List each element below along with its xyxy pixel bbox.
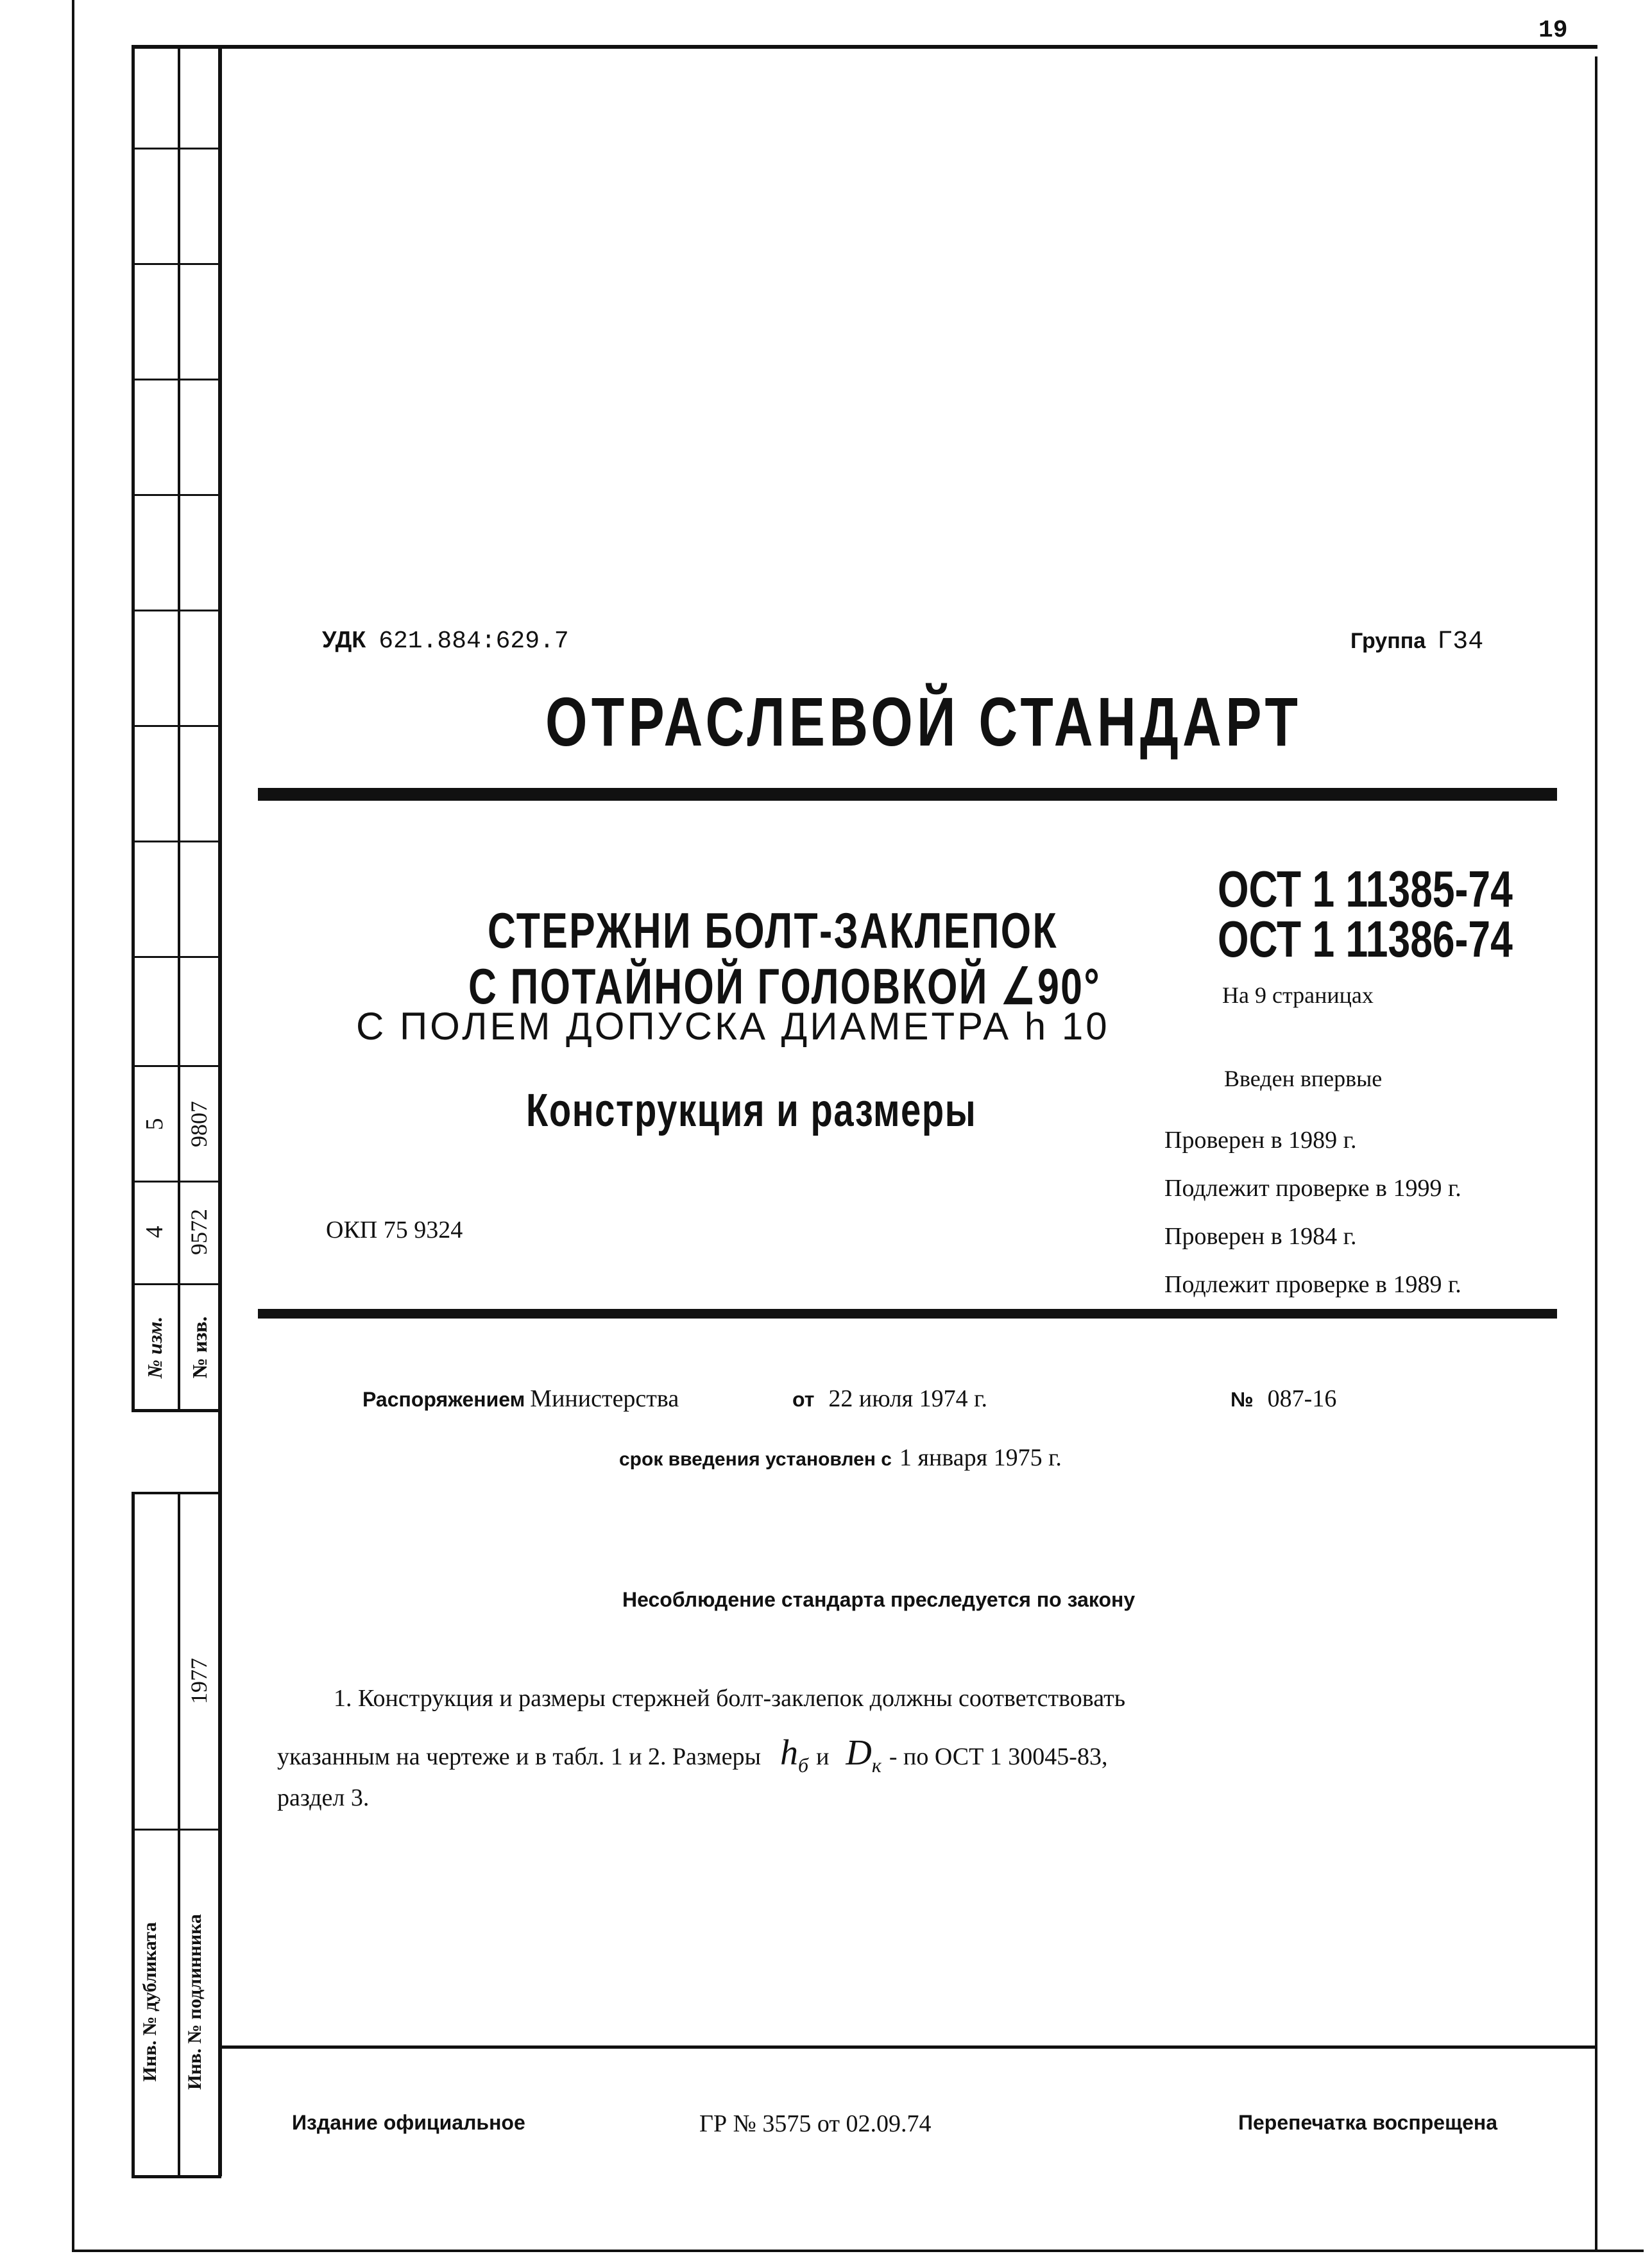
change-doc-9807: 9807 [186, 1101, 212, 1147]
duplicate-inventory-label: Инв. № дубликата [139, 1922, 160, 2082]
legal-warning: Несоблюдение стандарта преследуется по закону [622, 1588, 1136, 1611]
group-value: Г34 [1437, 628, 1484, 656]
notice-number-label: № изв. [188, 1316, 211, 1379]
introduced-note: Введен впервые [1224, 1066, 1383, 1091]
footer-registration: ГР № 3575 от 02.09.74 [699, 2110, 932, 2137]
thick-rule-bottom [258, 1309, 1557, 1319]
okp-code: ОКП 75 9324 [326, 1217, 463, 1243]
main-title: ОТРАСЛЕВОЙ СТАНДАРТ [545, 683, 1302, 760]
check-3: Проверен в 1984 г. [1164, 1223, 1357, 1250]
frame-bottom [218, 2045, 1597, 2049]
change-doc-9572: 9572 [186, 1209, 212, 1255]
title-line2: С ПОТАЙНОЙ ГОЛОВКОЙ ∠90° [468, 958, 1102, 1014]
order-number: 087-16 [1267, 1385, 1337, 1412]
symbol-dk [846, 1733, 881, 1777]
udk-label: УДК [322, 626, 366, 653]
footer-official-edition: Издание официальное [292, 2111, 525, 2134]
change-number-label: № изм. [143, 1316, 166, 1379]
group-label: Группа [1350, 629, 1426, 653]
check-1: Проверен в 1989 г. [1164, 1127, 1357, 1154]
standard-number-2: ОСТ 1 11386-74 [1218, 910, 1513, 968]
change-num-4: 4 [141, 1225, 168, 1238]
check-2: Подлежит проверке в 1999 г. [1164, 1175, 1461, 1202]
symbol-hb-main: h [779, 1733, 798, 1773]
udk-value: 621.884:629.7 [379, 628, 569, 655]
outer-border-left [72, 0, 74, 2252]
stamp-year: 1977 [186, 1658, 212, 1704]
original-inventory-label: Инв. № подлинника [184, 1914, 205, 2090]
term-date: 1 января 1975 г. [899, 1444, 1062, 1471]
title-line1: СТЕРЖНИ БОЛТ-ЗАКЛЕПОК [488, 902, 1058, 959]
standard-number-1: ОСТ 1 11385-74 [1218, 860, 1513, 918]
paragraph-and: и [816, 1743, 830, 1770]
group-line [1350, 628, 1483, 656]
outer-border-right [1595, 56, 1597, 2252]
order-number-line [1230, 1385, 1336, 1413]
page-number: 19 [1538, 17, 1568, 44]
order-date: 22 июля 1974 г. [828, 1385, 987, 1412]
change-num-5: 5 [141, 1118, 168, 1131]
symbol-dk-main: D [846, 1733, 872, 1773]
paragraph-line3: раздел 3. [277, 1784, 370, 1811]
symbol-dk-sub: к [871, 1754, 881, 1777]
outer-border-bottom [72, 2250, 1644, 2252]
check-4: Подлежит проверке в 1989 г. [1164, 1271, 1461, 1298]
paragraph-line2-start: указанным на чертеже и в табл. 1 и 2. Размеры [277, 1743, 761, 1770]
title-line3: С ПОЛЕМ ДОПУСКА ДИАМЕТРА h 10 [356, 1005, 1110, 1048]
order-line [362, 1385, 679, 1413]
frame-top [132, 45, 1597, 49]
subtitle: Конструкция и размеры [526, 1085, 977, 1136]
paragraph-line2-end: - по ОСТ 1 30045-83, [889, 1743, 1108, 1770]
paragraph-line1: 1. Конструкция и размеры стержней болт-заклепок должны соответствовать [334, 1685, 1126, 1712]
footer-reprint-prohibited: Перепечатка воспрещена [1238, 2111, 1497, 2134]
term-line [619, 1444, 1062, 1472]
order-date-line [792, 1385, 987, 1413]
frame-left [218, 45, 222, 2176]
order-label: Распоряжением [362, 1388, 525, 1411]
term-label: срок введения установлен с [619, 1449, 892, 1470]
thick-rule-top [258, 788, 1557, 801]
order-number-label: № [1230, 1388, 1254, 1411]
symbol-hb [779, 1733, 809, 1777]
symbol-hb-sub: б [797, 1754, 809, 1777]
paragraph-line2 [277, 1732, 1107, 1777]
order-ministry: Министерства [530, 1385, 679, 1412]
order-from-label: от [792, 1388, 815, 1411]
udk-line [322, 624, 569, 655]
pages-count: На 9 страницах [1222, 982, 1374, 1008]
